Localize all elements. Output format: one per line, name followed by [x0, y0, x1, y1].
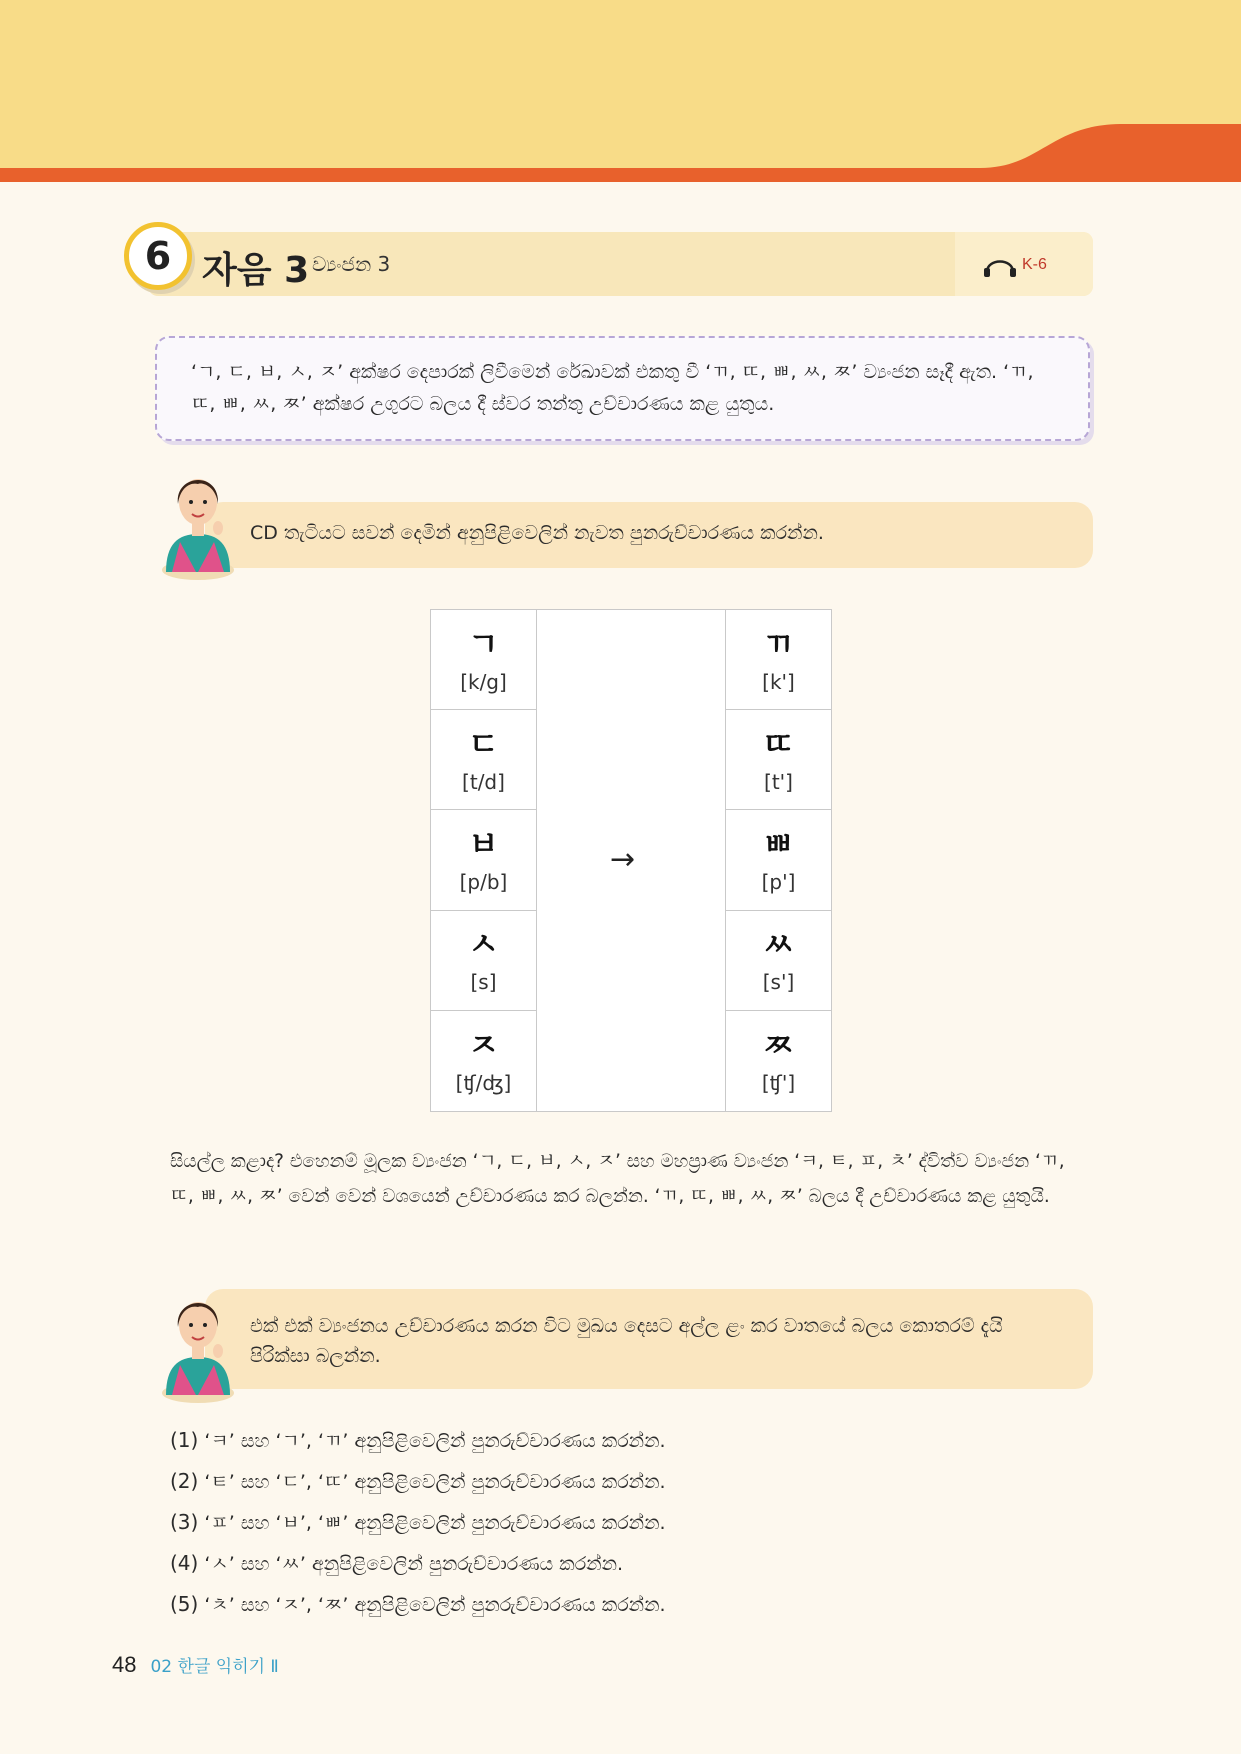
- exercise-text: ‘ㅋ’ සහ ‘ㄱ’, ‘ㄲ’ අනුපිළිවෙලින් පුනරුච්චාරණය කරන්න.: [204, 1430, 666, 1452]
- consonant-cell: [431, 610, 536, 710]
- exercise-list: [170, 1420, 666, 1625]
- exercise-item: [170, 1543, 666, 1584]
- exercise-item: [170, 1502, 666, 1543]
- consonant-jamo: ㅉ: [763, 1025, 794, 1064]
- consonant-ipa: [p']: [761, 869, 796, 894]
- consonant-ipa: [ʧ']: [761, 1070, 796, 1095]
- consonant-jamo: ㅂ: [468, 824, 499, 863]
- consonant-ipa: [p/b]: [459, 869, 508, 894]
- chapter-label: 02 한글 익히기 Ⅱ: [150, 1657, 279, 1677]
- transformation-arrow: →: [610, 842, 636, 877]
- consonant-cell: [726, 810, 831, 910]
- lesson-title: 자음 3: [202, 250, 310, 291]
- intro-note: ‘ㄱ, ㄷ, ㅂ, ㅅ, ㅈ’ අක්ෂර දෙපාරක් ලිවීමෙන් රේඛාවක් එකතු වී ‘ㄲ, ㄸ, ㅃ, ㅆ, ㅉ’ ව්‍යංජන සෑදී ඇත. ‘ㄲ, ㄸ, ㅃ, ㅆ, ㅉ’ අක්ෂර උගුරට බලය දී ස්වර තන්තු උච්චාරණය කළ යුතුය.: [155, 336, 1090, 441]
- exercise-text: ‘ㅌ’ සහ ‘ㄷ’, ‘ㄸ’ අනුපිළිවෙලින් පුනරුච්චාරණය කරන්න.: [204, 1471, 666, 1493]
- teacher-illustration: [158, 462, 236, 582]
- consonant-ipa: [s]: [470, 970, 497, 995]
- exercise-number: (4): [170, 1551, 199, 1575]
- page-number: 48: [112, 1652, 137, 1677]
- consonant-ipa: [k']: [762, 669, 795, 694]
- instruction-bar-listen: CD තැටියට සවන් දෙමින් අනුපිළිවෙලින් නැවත පුනරුච්චාරණය කරන්න.: [205, 502, 1093, 568]
- exercise-number: (1): [170, 1428, 199, 1452]
- basic-consonant-column: [431, 610, 537, 1111]
- consonant-jamo: ㄷ: [468, 724, 499, 763]
- consonant-cell: [431, 911, 536, 1011]
- consonant-ipa: [ʧ/ʤ]: [455, 1070, 512, 1095]
- consonant-ipa: [t']: [764, 769, 793, 794]
- exercise-item: [170, 1461, 666, 1502]
- exercise-number: (5): [170, 1592, 199, 1616]
- consonant-cell: [726, 610, 831, 710]
- audio-track[interactable]: [982, 252, 1047, 278]
- consonant-jamo: ㄲ: [763, 624, 794, 663]
- consonant-jamo: ㅈ: [468, 1025, 499, 1064]
- header-band: [0, 0, 1241, 182]
- exercise-item: [170, 1584, 666, 1625]
- teacher-illustration: [158, 1285, 236, 1405]
- exercise-number: (3): [170, 1510, 199, 1534]
- audio-track-label: K-6: [1022, 256, 1047, 273]
- tense-consonant-column: [725, 610, 831, 1111]
- consonant-cell: [726, 1011, 831, 1111]
- headphones-icon: [982, 252, 1018, 278]
- consonant-cell: [431, 710, 536, 810]
- consonant-jamo: ㅅ: [468, 925, 499, 964]
- lesson-subtitle: ව්‍යංජන 3: [312, 252, 391, 276]
- consonant-ipa: [t/d]: [462, 769, 505, 794]
- exercise-text: ‘ㅊ’ සහ ‘ㅈ’, ‘ㅉ’ අනුපිළිවෙලින් පුනරුච්චාරණය කරන්න.: [204, 1594, 666, 1616]
- exercise-number: (2): [170, 1469, 199, 1493]
- consonant-cell: [726, 911, 831, 1011]
- consonant-ipa: [k/g]: [460, 669, 507, 694]
- consonant-cell: [431, 810, 536, 910]
- instruction-bar-breath: එක් එක් ව්‍යංජනය උච්චාරණය කරන විට මුඛය දෙසට අල්ල ළං කර වාතයේ බලය කොතරම් දැයි පිරික්සා බලන්න.: [205, 1289, 1093, 1389]
- consonant-jamo: ㅆ: [763, 925, 794, 964]
- page-footer: [112, 1652, 279, 1678]
- lesson-number-badge: 6: [124, 222, 192, 290]
- consonant-cell: [431, 1011, 536, 1111]
- exercise-item: [170, 1420, 666, 1461]
- explanation-paragraph: සියල්ල කළාද? එහෙනම් මූලක ව්‍යංජන ‘ㄱ, ㄷ, ㅂ, ㅅ, ㅈ’ සහ මහප්‍රාණ ව්‍යංජන ‘ㅋ, ㅌ, ㅍ, ㅊ’ ද්විත්ව ව්‍යංජන ‘ㄲ, ㄸ, ㅃ, ㅆ, ㅉ’ වෙන් වෙන් වශයෙන් උච්චාරණය කර බලන්න. ‘ㄲ, ㄸ, ㅃ, ㅆ, ㅉ’ බලය දී උච්චාරණය කළ යුතුයි.: [170, 1151, 1065, 1207]
- consonant-jamo: ㄱ: [468, 624, 499, 663]
- consonant-jamo: ㄸ: [763, 724, 794, 763]
- consonant-cell: [726, 710, 831, 810]
- consonant-ipa: [s']: [762, 970, 795, 995]
- exercise-text: ‘ㅅ’ සහ ‘ㅆ’ අනුපිළිවෙලින් පුනරුච්චාරණය කරන්න.: [204, 1553, 624, 1575]
- consonant-jamo: ㅃ: [763, 824, 794, 863]
- exercise-text: ‘ㅍ’ සහ ‘ㅂ’, ‘ㅃ’ අනුපිළිවෙලින් පුනරුච්චාරණය කරන්න.: [204, 1512, 666, 1534]
